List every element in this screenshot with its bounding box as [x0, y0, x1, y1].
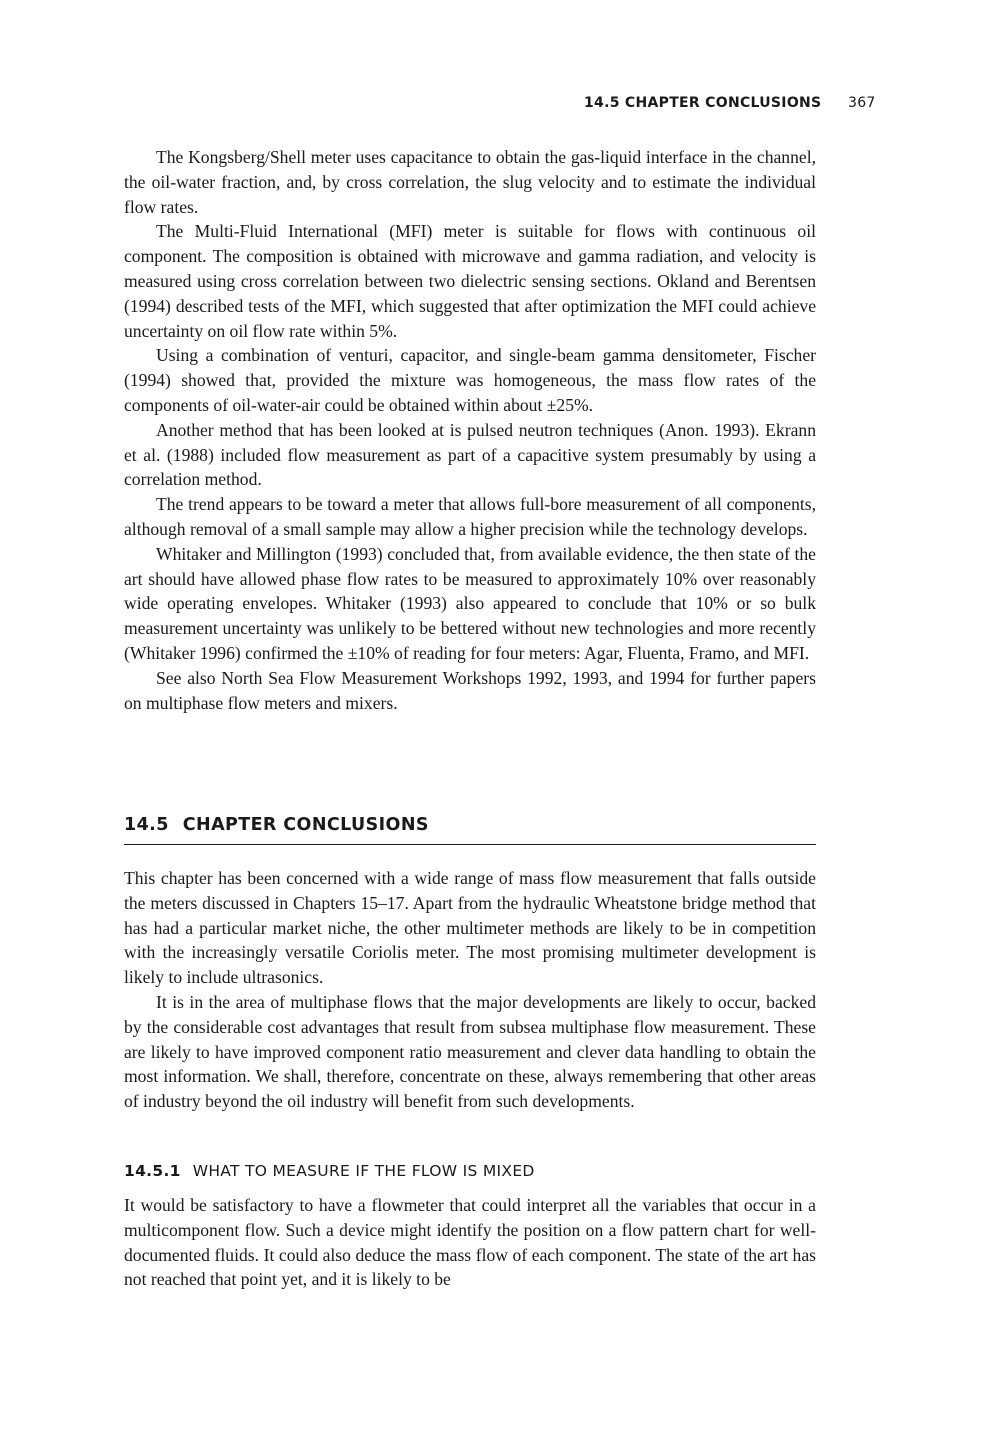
subsection-heading [124, 1162, 816, 1180]
subsection-title: WHAT TO MEASURE IF THE FLOW IS MIXED [192, 1162, 535, 1180]
paragraph: It would be satisfactory to have a flowmeter that could interpret all the variables that occur in a multicomponent flow. Such a device might identify the position on a flow pattern chart for well-documented fluids. It could also deduce the mass flow of each component. The state of the art has not reached that point yet, and it is likely to be [124, 1195, 816, 1290]
section-title: CHAPTER CONCLUSIONS [182, 815, 429, 835]
paragraph: Another method that has been looked at is pulsed neutron techniques (Anon. 1993). Ekrann et al. (1988) included flow measurement as part of a capacitive system presumably by using a correlation method. [124, 419, 816, 490]
paragraph: The trend appears to be toward a meter that allows full-bore measurement of all components, although removal of a small sample may allow a higher precision while the technology develops. [124, 494, 816, 539]
body-text-section [124, 866, 816, 1114]
subsection-number: 14.5.1 [124, 1162, 181, 1180]
running-head [0, 93, 1008, 115]
body-text-subsection [124, 1193, 816, 1292]
section-heading [124, 815, 816, 845]
paragraph: The Multi-Fluid International (MFI) meter is suitable for flows with continuous oil component. The composition is obtained with microwave and gamma radiation, and velocity is measured using cross correlation between two dielectric sensing sections. Okland and Berentsen (1994) described tests of the MFI, which suggested that after optimization the MFI could achieve uncertainty on oil flow rate within 5%. [124, 221, 816, 341]
body-text-top [124, 145, 816, 715]
paragraph: It is in the area of multiphase flows that the major developments are likely to occur, backed by the considerable cost advantages that result from subsea multiphase flow measurement. These are likely to have improved component ratio measurement and clever data handling to obtain the most information. We shall, therefore, concentrate on these, always remembering that other areas of industry beyond the oil industry will benefit from such developments. [124, 991, 816, 1112]
running-head-title: 14.5 CHAPTER CONCLUSIONS [584, 95, 822, 111]
paragraph: See also North Sea Flow Measurement Workshops 1992, 1993, and 1994 for further papers on multiphase flow meters and mixers. [124, 667, 816, 713]
paragraph: Whitaker and Millington (1993) concluded that, from available evidence, the then state of the art should have allowed phase flow rates to be measured to approximately 10% over reasonably wide operating envelopes. Whitaker (1993) also appeared to conclude that 10% or so bulk measurement uncertainty was unlikely to be bettered without new technologies and more recently (Whitaker 1996) confirmed the ±10% of reading for four meters: Agar, Fluenta, Framo, and MFI. [124, 543, 816, 663]
section-number: 14.5 [124, 815, 169, 835]
page-number: 367 [848, 95, 876, 111]
paragraph: The Kongsberg/Shell meter uses capacitance to obtain the gas-liquid interface in the channel, the oil-water fraction, and, by cross correlation, the slug velocity and to estimate the individual flow rates. [124, 147, 816, 217]
paragraph: This chapter has been concerned with a wide range of mass flow measurement that falls outside the meters discussed in Chapters 15–17. Apart from the hydraulic Wheatstone bridge method that has had a particular market niche, the other multimeter methods are likely to be in competition with the increasingly versatile Coriolis meter. The most promising multimeter development is likely to include ultrasonics. [124, 868, 816, 988]
paragraph: Using a combination of venturi, capacitor, and single-beam gamma densitometer, Fischer (1994) showed that, provided the mixture was homogeneous, the mass flow rates of the components of oil-water-air could be obtained within about ±25%. [124, 345, 816, 415]
